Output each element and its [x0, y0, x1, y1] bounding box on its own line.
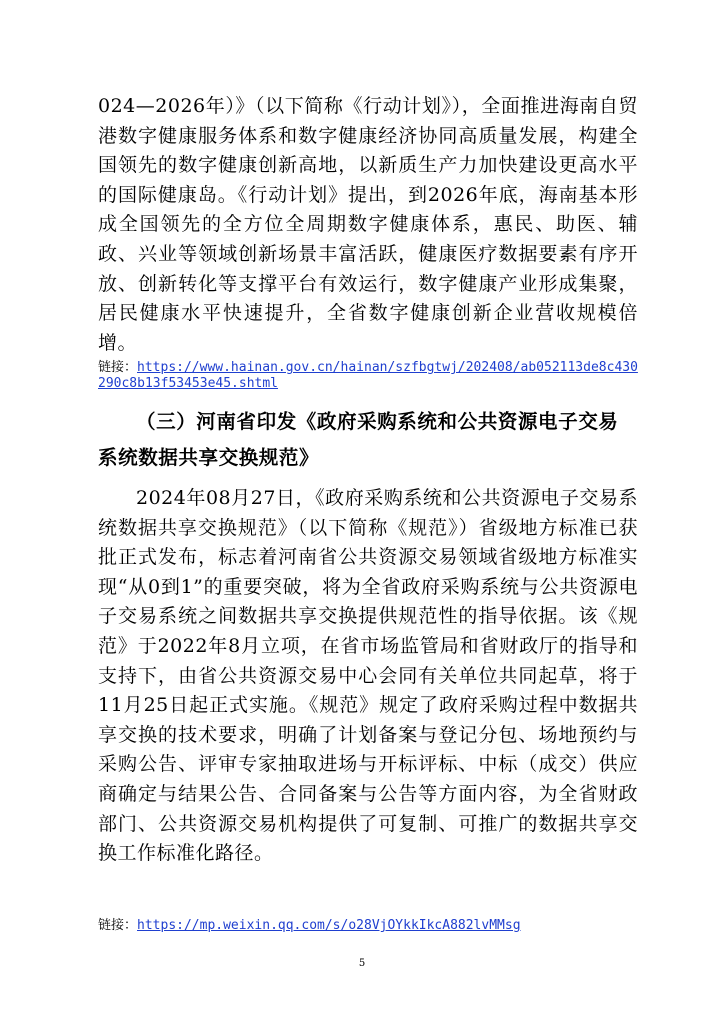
page-number: 5: [358, 958, 366, 969]
henan-url-link[interactable]: https://mp.weixin.qq.com/s/o28VjOYkkIkcA882lvMMsg: [137, 918, 521, 933]
link-label: 链接：: [98, 918, 138, 933]
hainan-url-link[interactable]: https://www.hainan.gov.cn/hainan/szfbgtwj/202408/ab052113de8c430290c8b13f53453e45.shtml: [98, 360, 638, 391]
source-link-henan: [98, 918, 638, 934]
section-heading-henan: （三）河南省印发《政府采购系统和公共资源电子交易系统数据共享交换规范》: [98, 410, 619, 469]
body-paragraph-hainan: 024—2026年）》（以下简称《行动计划》），全面推进海南自贸港数字健康服务体系和数字健康经济协同高质量发展，构建全国领先的数字健康创新高地，以新质生产力加快建设更高水平的国际健康岛。《行动计划》提出，到2026年底，海南基本形成全国领先的全方位全周期数字健康体系，惠民、助医、辅政、兴业等领域创新场景丰富活跃，健康医疗数据要素有序开放、创新转化等支撑平台有效运行，数字健康产业形成集聚，居民健康水平快速提升，全省数字健康创新企业营收规模倍增。: [98, 95, 638, 354]
body-paragraph-henan: 2024年08月27日，《政府采购系统和公共资源电子交易系统数据共享交换规范》（以下简称《规范》）省级地方标准已获批正式发布，标志着河南省公共资源交易领域省级地方标准实现“从0到1”的重要突破，将为全省政府采购系统与公共资源电子交易系统之间数据共享交换提供规范性的指导依据。该《规范》于2022年8月立项，在省市场监管局和省财政厅的指导和支持下，由省公共资源交易中心会同有关单位共同起草，将于11月25日起正式实施。《规范》规定了政府采购过程中数据共享交换的技术要求，明确了计划备案与登记分包、场地预约与采购公告、评审专家抽取进场与开标评标、中标（成交）供应商确定与结果公告、合同备案与公告等方面内容，为全省财政部门、公共资源交易机构提供了可复制、可推广的数据共享交换工作标准化路径。: [98, 487, 638, 865]
link-label: 链接：: [98, 360, 138, 375]
source-link-hainan: [98, 360, 638, 392]
